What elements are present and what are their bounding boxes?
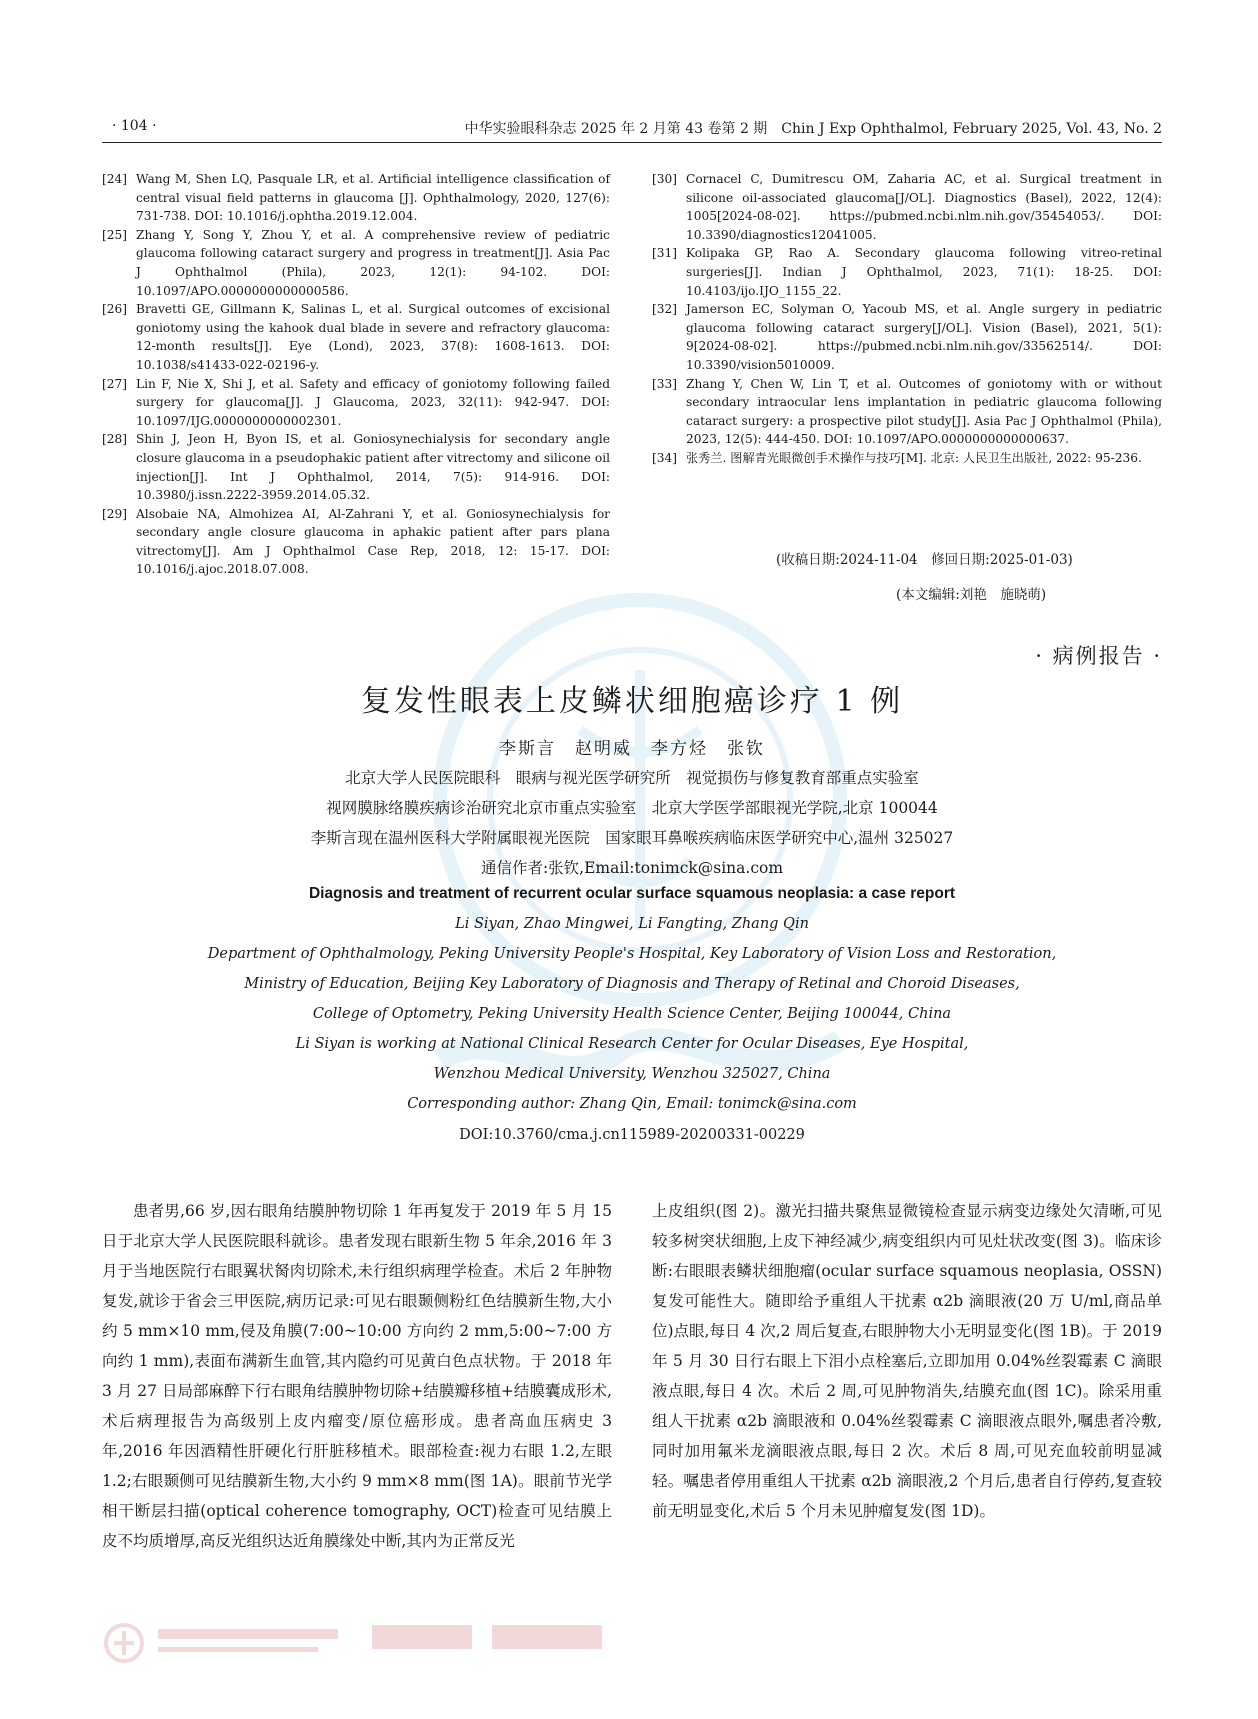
english-authors: Li Siyan, Zhao Mingwei, Li Fangting, Zhang Qin	[455, 916, 809, 932]
reference-text: Zhang Y, Chen W, Lin T, et al. Outcomes of goniotomy with or without secondary intraocular lens implantation in pediatric glaucoma following cataract surgery: a prospective pilot study[J]. Asia Pac J Ophthalmol (Phila), 2023, 12(5): 444-450. DOI: 10.1097/APO.0000000000000637.	[686, 376, 1162, 447]
reference-item	[102, 170, 610, 226]
reference-item	[652, 375, 1162, 449]
english-affiliation-line: Li Siyan is working at National Clinical Research Center for Ocular Diseases, Eye Hospital,	[295, 1036, 969, 1052]
reference-number: [29]	[102, 506, 128, 521]
english-affiliation-line: Wenzhou Medical University, Wenzhou 325027, China	[433, 1066, 831, 1082]
reference-text: Zhang Y, Song Y, Zhou Y, et al. A comprehensive review of pediatric glaucoma following cataract surgery and progress in treatment[J]. Asia Pac J Ophthalmol (Phila), 2023, 12(1): 94-102. DOI: 10.1097/APO.0000000000000586.	[136, 227, 610, 298]
reference-number: [32]	[652, 302, 678, 317]
publisher-logo-watermark	[102, 1615, 622, 1675]
article-authors: 李斯言 赵明威 李方烃 张钦	[499, 739, 765, 759]
reference-item	[102, 226, 610, 300]
reference-number: [31]	[652, 246, 678, 261]
reference-item	[652, 449, 1162, 468]
reference-number: [30]	[652, 172, 678, 186]
references-right-column	[652, 170, 1162, 468]
reference-text: Lin F, Nie X, Shi J, et al. Safety and efficacy of goniotomy following failed surgery for glaucoma[J]. J Glaucoma, 2023, 32(11): 942-947. DOI: 10.1097/IJG.0000000000002301.	[136, 376, 610, 428]
english-corresponding-author: Corresponding author: Zhang Qin, Email: tonimck@sina.com	[407, 1096, 857, 1112]
doi: DOI:10.3760/cma.j.cn115989-20200331-00229	[459, 1127, 805, 1143]
corresponding-author: 通信作者:张钦,Email:tonimck@sina.com	[480, 859, 784, 877]
section-label: · 病例报告 ·	[1035, 644, 1162, 668]
reference-text: 张秀兰. 图解青光眼微创手术操作与技巧[M]. 北京: 人民卫生出版社, 2022: 95-236.	[686, 450, 1142, 465]
reference-text: Kolipaka GP, Rao A. Secondary glaucoma following vitreo-retinal surgeries[J]. Indian J Ophthalmol, 2023, 71(1): 18-25. DOI: 10.4103/ijo.IJO_1155_22.	[686, 246, 1162, 298]
reference-number: [26]	[102, 302, 128, 317]
reference-text: Jamerson EC, Solyman O, Yacoub MS, et al. Angle surgery in pediatric glaucoma following cataract surgery[J/OL]. Vision (Basel), 2021, 5(1): 9[2024-08-02]. https://pubmed.ncbi.nlm.nih.gov/33562514/. DOI: 10.3390/vision5010009.	[686, 302, 1162, 372]
body-paragraph: 上皮组织(图 2)。激光扫描共聚焦显微镜检查显示病变边缘处欠清晰,可见较多树突状细胞,上皮下神经减少,病变组织内可见灶状改变(图 3)。临床诊断:右眼眼表鳞状细胞瘤(ocular surface squamous neoplasia, OSSN)复发可能性大。随即给予重组人干扰素 α2b 滴眼液(20 万 U/ml,商品单位)点眼,每日 4 次,2 周后复查,右眼肿物大小无明显变化(图 1B)。于 2019 年 5 月 30 日行右眼上下泪小点栓塞后,立即加用 0.04%丝裂霉素 C 滴眼液点眼,每日 4 次。术后 2 周,可见肿物消失,结膜充血(图 1C)。除采用重组人干扰素 α2b 滴眼液和 0.04%丝裂霉素 C 滴眼液点眼外,嘱患者冷敷,同时加用氟米龙滴眼液点眼,每日 2 次。术后 8 周,可见充血较前明显减轻。嘱患者停用重组人干扰素 α2b 滴眼液,2 个月后,患者自行停药,复查较前无明显变化,术后 5 个月未见肿瘤复发(图 1D)。	[652, 1202, 1162, 1520]
body-paragraph: 患者男,66 岁,因右眼角结膜肿物切除 1 年再复发于 2019 年 5 月 15 日于北京大学人民医院眼科就诊。患者发现右眼新生物 5 年余,2016 年 3 月于当地医院行右眼翼状胬肉切除术,未行组织病理学检查。术后 2 年肿物复发,就诊于省会三甲医院,病历记录:可见右眼颞侧粉红色结膜新生物,大小约 5 mm×10 mm,侵及角膜(7:00~10:00 方向约 2 mm,5:00~7:00 方向约 1 mm),表面布满新生血管,其内隐约可见黄白色点状物。于 2018 年 3 月 27 日局部麻醉下行右眼角结膜肿物切除+结膜瓣移植+结膜囊成形术,术后病理报告为高级别上皮内瘤变/原位癌形成。患者高血压病史 3 年,2016 年因酒精性肝硬化行肝脏移植术。眼部检查:视力右眼 1.2,左眼 1.2;右眼颞侧可见结膜新生物,大小约 9 mm×8 mm(图 1A)。眼前节光学相干断层扫描(optical coherence tomography, OCT)检查可见结膜上皮不均质增厚,高反光组织达近角膜缘处中断,其内为正常反光	[102, 1202, 612, 1550]
article-title: 复发性眼表上皮鳞状细胞癌诊疗 1 例	[360, 684, 904, 719]
english-affiliation-line: College of Optometry, Peking University Health Science Center, Beijing 100044, China	[312, 1006, 952, 1022]
reference-item	[102, 375, 610, 431]
reference-text: Cornacel C, Dumitrescu OM, Zaharia AC, et al. Surgical treatment in silicone oil-associated glaucoma[J/OL]. Diagnostics (Basel), 2022, 12(4): 1005[2024-08-02]. https://pubmed.ncbi.nlm.nih.gov/35454053/. DOI: 10.3390/diagnostics12041005.	[686, 172, 1162, 242]
reference-number: [25]	[102, 227, 128, 242]
affiliation-line: 视网膜脉络膜疾病诊治研究北京市重点实验室 北京大学医学部眼视光学院,北京 100044	[326, 799, 938, 817]
reference-number: [33]	[652, 376, 678, 391]
reference-item	[102, 430, 610, 504]
reference-number: [24]	[102, 172, 128, 186]
reference-number: [27]	[102, 376, 128, 391]
header-rule	[102, 142, 1162, 143]
reference-text: Wang M, Shen LQ, Pasquale LR, et al. Artificial intelligence classification of central visual field patterns in glaucoma [J]. Ophthalmology, 2020, 127(6): 731-738. DOI: 10.1016/j.ophtha.2019.12.004.	[136, 172, 610, 224]
reference-item	[102, 505, 610, 579]
reference-number: [34]	[652, 450, 678, 465]
reference-item	[102, 300, 610, 374]
reference-item	[652, 170, 1162, 244]
english-affiliation-line: Department of Ophthalmology, Peking University People's Hospital, Key Laboratory of Vision Loss and Restoration,	[207, 946, 1057, 962]
reference-number: [28]	[102, 432, 128, 447]
reference-item	[652, 244, 1162, 300]
reference-text: Shin J, Jeon H, Byon IS, et al. Goniosynechialysis for secondary angle closure glaucoma in a pseudophakic patient after vitrectomy and silicone oil injection[J]. Int J Ophthalmol, 2014, 7(5): 914-916. DOI: 10.3980/j.issn.2222-3959.2014.05.32.	[136, 432, 610, 503]
affiliation-line: 北京大学人民医院眼科 眼病与视光医学研究所 视觉损伤与修复教育部重点实验室	[345, 769, 919, 787]
reference-item	[652, 300, 1162, 374]
reference-text: Bravetti GE, Gillmann K, Salinas L, et al. Surgical outcomes of excisional goniotomy using the kahook dual blade in severe and refractory glaucoma: 12-month results[J]. Eye (Lond), 2023, 37(8): 1608-1613. DOI: 10.1038/s41433-022-02196-y.	[136, 302, 610, 372]
affiliation-line: 李斯言现在温州医科大学附属眼视光医院 国家眼耳鼻喉疾病临床医学研究中心,温州 325027	[310, 829, 954, 847]
body-left-column	[102, 1196, 612, 1556]
editors: (本文编辑:刘艳 施晓萌)	[896, 587, 1047, 603]
page-number: · 104 ·	[112, 118, 157, 134]
english-affiliation-line: Ministry of Education, Beijing Key Laboratory of Diagnosis and Therapy of Retinal and Choroid Diseases,	[244, 976, 1020, 992]
reference-text: Alsobaie NA, Almohizea AI, Al-Zahrani Y, et al. Goniosynechialysis for secondary angle closure glaucoma in aphakic patient after pars plana vitrectomy[J]. Am J Ophthalmol Case Rep, 2018, 12: 15-17. DOI: 10.1016/j.ajoc.2018.07.008.	[136, 506, 610, 577]
references-left-column	[102, 170, 610, 579]
received-dates: (收稿日期:2024-11-04 修回日期:2025-01-03)	[776, 552, 1073, 568]
english-title: Diagnosis and treatment of recurrent ocular surface squamous neoplasia: a case report	[308, 885, 956, 902]
body-right-column	[652, 1196, 1162, 1526]
journal-header: 中华实验眼科杂志 2025 年 2 月第 43 卷第 2 期 Chin J Exp Ophthalmol, February 2025, Vol. 43, No. 2	[464, 121, 1162, 137]
